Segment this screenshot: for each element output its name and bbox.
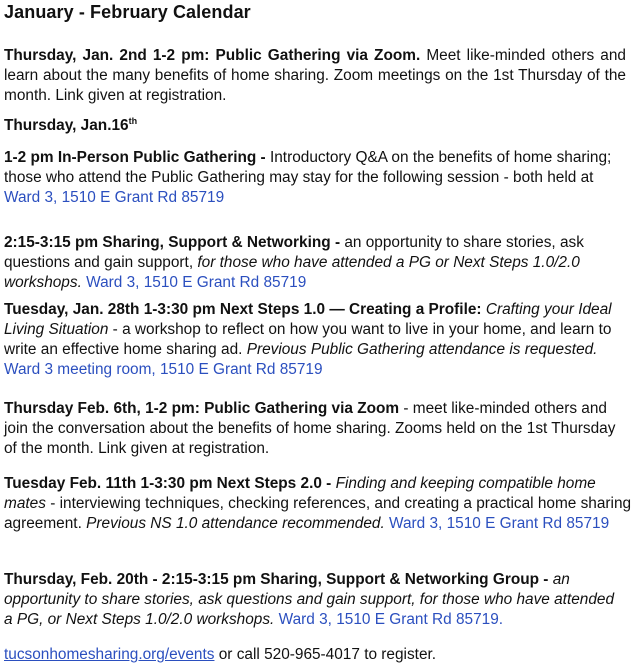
location-link[interactable]: Ward 3, 1510 E Grant Rd 85719 [4,189,225,206]
registration-text: or call 520-965-4017 to register. [214,646,437,663]
event-description: - a workshop to reflect on how you want to live in your home, and learn to write an effective home sharing ad. [4,321,612,358]
event-heading: Tuesday Feb. 11th 1-3:30 pm Next Steps 2.0 - [4,475,332,492]
event-note: for those who have attended a PG or Next Steps 1.0/2.0 workshops. [4,254,580,291]
event-description: Meet like-minded others and learn about the many benefits of home sharing. Zoom meetings on the 1st Thursday of the month. Link given at registration. [4,47,626,104]
date-suffix: th [128,115,138,126]
event-feb-20 [4,570,616,630]
registration-footer [4,645,626,665]
event-note: Previous Public Gathering attendance is requested. [246,341,598,358]
event-description: - interviewing techniques, checking references, and creating a practical home sharing agreement. [4,495,632,532]
event-heading: 2:15-3:15 pm Sharing, Support & Networking - [4,234,341,251]
events-link[interactable]: tucsonhomesharing.org/events [4,646,215,663]
location-link[interactable]: Ward 3, 1510 E Grant Rd 85719 [389,515,610,532]
location-link[interactable]: Ward 3, 1510 E Grant Rd 85719 [86,274,307,291]
event-heading: 1-2 pm In-Person Public Gathering - [4,149,266,166]
event-jan-16-gathering [4,148,614,208]
event-jan-2 [4,46,626,106]
location-link[interactable]: Ward 3 meeting room, 1510 E Grant Rd 85719 [4,361,323,378]
location-link[interactable]: Ward 3, 1510 E Grant Rd 85719. [278,611,504,628]
event-heading: Thursday, Feb. 20th - 2:15-3:15 pm Sharing, Support & Networking Group - [4,571,549,588]
event-heading: Tuesday, Jan. 28th 1-3:30 pm Next Steps 1.0 — Creating a Profile: [4,301,482,318]
page-title: January - February Calendar [4,2,251,22]
event-feb-6 [4,399,624,459]
event-heading: Thursday, Jan. 2nd 1-2 pm: Public Gathering via Zoom. [4,47,421,64]
event-description: an opportunity to share stories, ask questions and gain support, [4,234,584,271]
event-description: Introductory Q&A on the benefits of home sharing; those who attend the Public Gathering may stay for the following session - both held at [4,149,612,186]
date-heading-jan-16 [4,116,626,136]
event-feb-11 [4,474,632,534]
event-heading: Thursday Feb. 6th, 1-2 pm: Public Gathering via Zoom [4,400,400,417]
event-subtitle: Crafting your Ideal Living Situation [4,301,612,338]
event-description: - meet like-minded others and join the conversation about the benefits of home sharing. Zooms held on the 1st Thursday of the month. Link given at registration. [4,400,616,457]
event-description: an opportunity to share stories, ask questions and gain support, for those who have attended a PG, or Next Steps 1.0/2.0 workshops. [4,571,615,628]
event-jan-16-networking [4,233,618,293]
event-jan-28 [4,300,630,380]
event-subtitle: Finding and keeping compatible home mates [4,475,596,512]
event-note: Previous NS 1.0 attendance recommended. [86,515,385,532]
date-heading-text: Thursday, Jan.16 [4,117,129,134]
